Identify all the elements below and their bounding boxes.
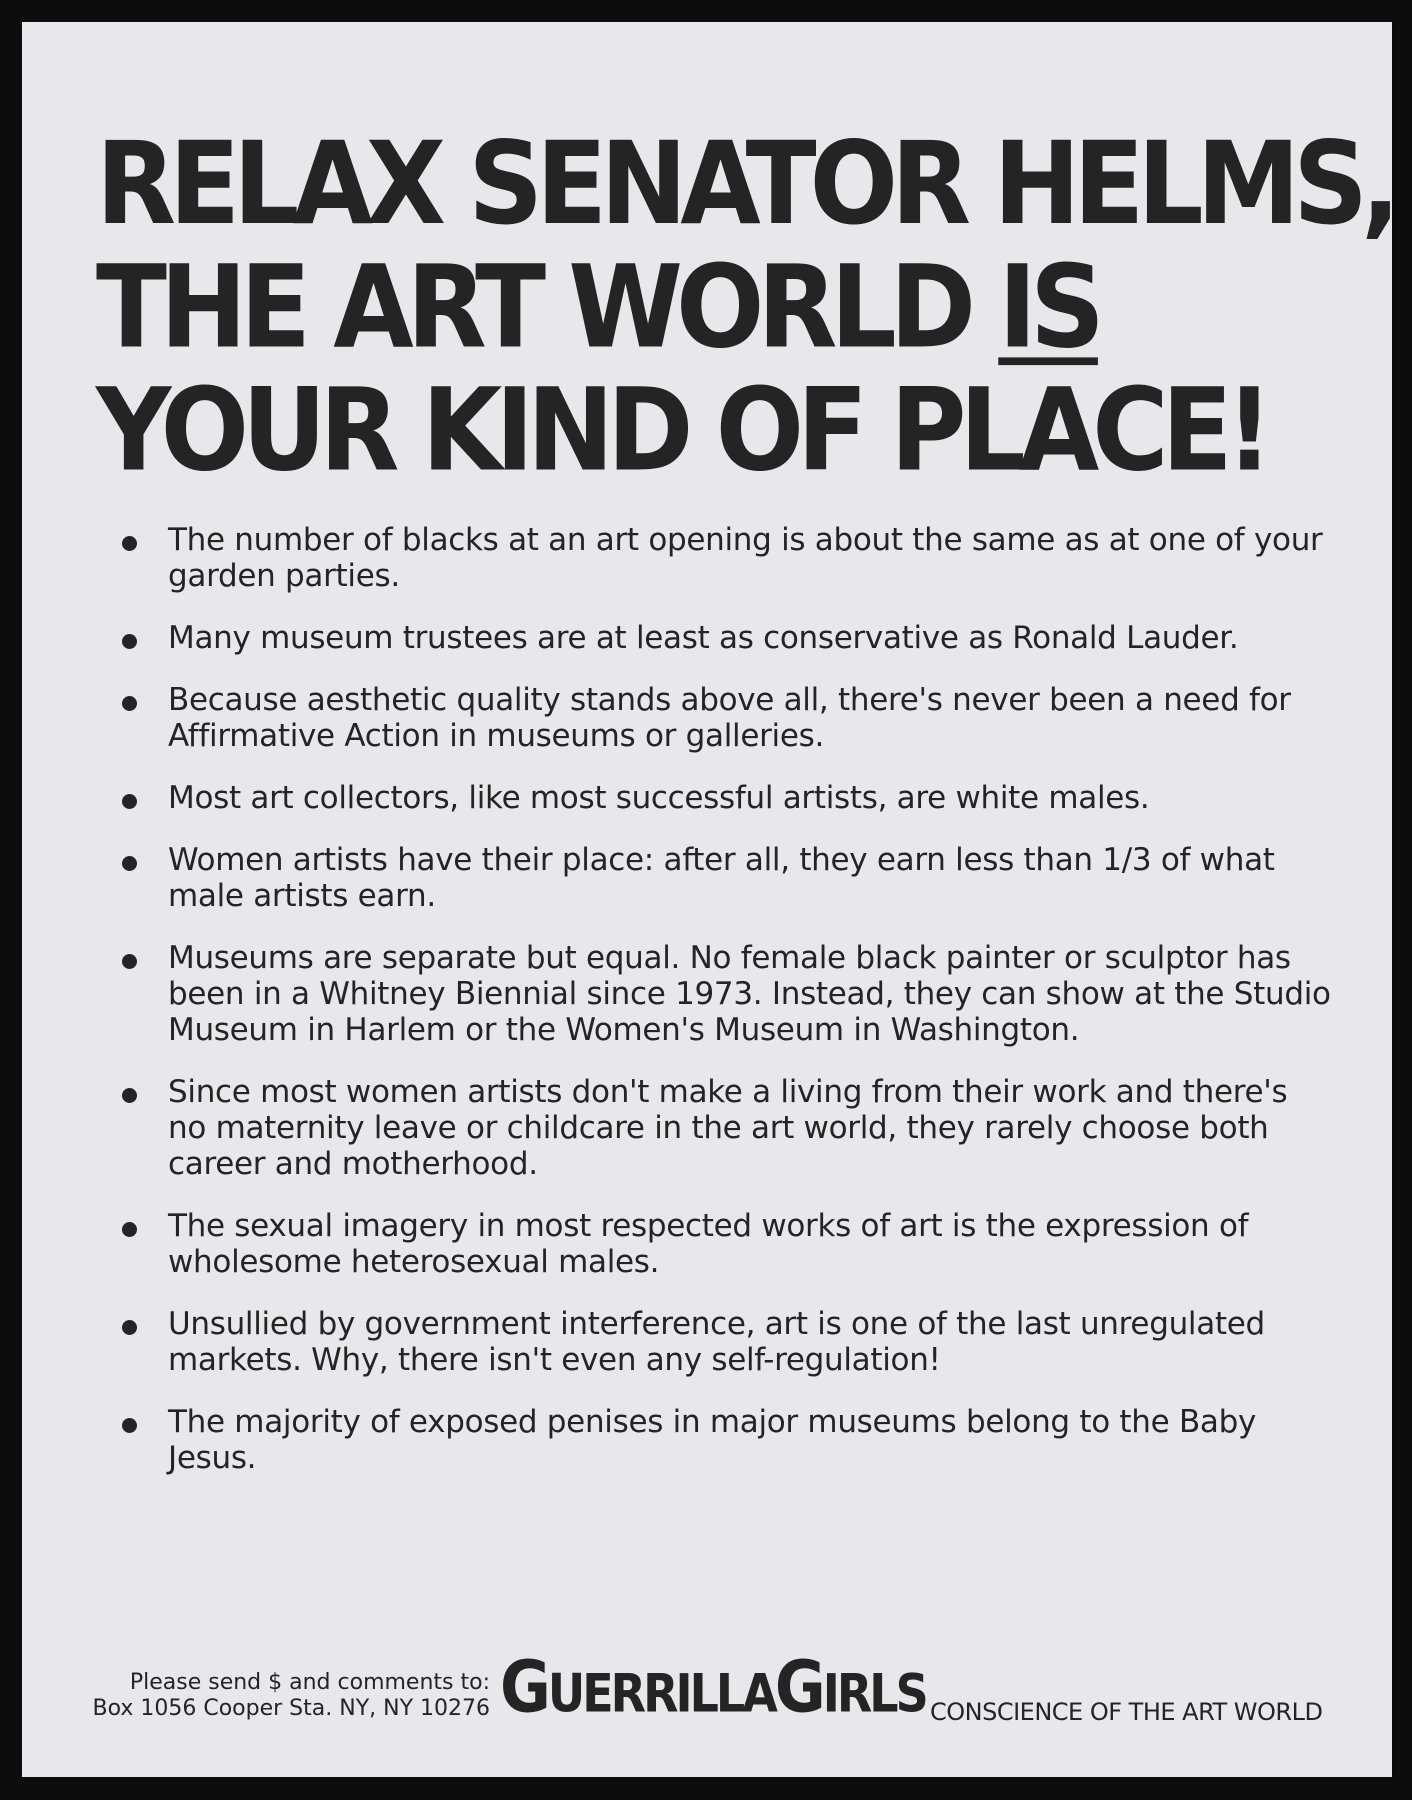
list-item xyxy=(132,620,1332,656)
guerrilla-girls-logo xyxy=(500,1645,926,1729)
list-item xyxy=(132,780,1332,816)
logo-word-irls: IRLS xyxy=(822,1662,926,1725)
bullet-dot-icon xyxy=(122,794,137,809)
bullet-dot-icon xyxy=(122,536,137,551)
list-item xyxy=(132,1074,1332,1182)
list-item xyxy=(132,842,1332,914)
bullet-dot-icon xyxy=(122,856,137,871)
bullet-text: Unsullied by government interference, art is one of the last unregulated markets. Why, there isn't even any self-regulation! xyxy=(168,1306,1265,1378)
bullet-text: Since most women artists don't make a living from their work and there's no maternity leave or childcare in the art world, they rarely choose both career and motherhood. xyxy=(168,1074,1288,1182)
bullet-dot-icon xyxy=(122,954,137,969)
poster-sheet xyxy=(22,22,1392,1777)
list-item xyxy=(132,1208,1332,1280)
bullet-text: Many museum trustees are at least as conservative as Ronald Lauder. xyxy=(168,620,1239,656)
bullet-dot-icon xyxy=(122,1418,137,1433)
bullet-text: The number of blacks at an art opening is about the same as at one of your garden parties. xyxy=(168,522,1323,594)
logo-letter-g2: G xyxy=(774,1645,823,1729)
list-item xyxy=(132,1404,1332,1476)
bullet-dot-icon xyxy=(122,1222,137,1237)
tagline: CONSCIENCE OF THE ART WORLD xyxy=(930,1698,1323,1726)
logo-word-uerrilla: UERRILLA xyxy=(547,1662,775,1725)
bullet-dot-icon xyxy=(122,696,137,711)
list-item xyxy=(132,522,1332,594)
headline-line-1: RELAX SENATOR HELMS, xyxy=(96,116,1394,251)
bullet-dot-icon xyxy=(122,1088,137,1103)
bullet-dot-icon xyxy=(122,1320,137,1335)
list-item xyxy=(132,682,1332,754)
bullet-text: Museums are separate but equal. No female black painter or sculptor has been in a Whitney Biennial since 1973. Instead, they can show at the Studio Museum in Harlem or the Women's Museum in Washington. xyxy=(168,940,1331,1048)
list-item xyxy=(132,1306,1332,1378)
bullet-dot-icon xyxy=(122,634,137,649)
headline-underlined-word: IS xyxy=(998,239,1098,374)
bullet-list xyxy=(132,522,1332,1502)
bullet-text: The sexual imagery in most respected works of art is the expression of wholesome heterosexual males. xyxy=(168,1208,1249,1280)
contact-address: Box 1056 Cooper Sta. NY, NY 10276 xyxy=(92,1696,490,1721)
headline-line-2-text: THE ART WORLD xyxy=(96,239,999,374)
bullet-text: Most art collectors, like most successful artists, are white males. xyxy=(168,780,1150,816)
logo-letter-g: G xyxy=(500,1645,548,1729)
bullet-text: The majority of exposed penises in major museums belong to the Baby Jesus. xyxy=(168,1404,1257,1476)
headline xyxy=(96,116,1394,498)
headline-line-2 xyxy=(96,239,1376,374)
headline-line-3: YOUR KIND OF PLACE! xyxy=(96,362,1267,498)
footer xyxy=(70,1645,1370,1732)
contact-info xyxy=(70,1670,490,1722)
bullet-text: Women artists have their place: after all, they earn less than 1/3 of what male artists earn. xyxy=(168,842,1275,914)
contact-line-1: Please send $ and comments to: xyxy=(129,1670,490,1695)
bullet-text: Because aesthetic quality stands above all, there's never been a need for Affirmative Action in museums or galleries. xyxy=(168,682,1291,754)
list-item xyxy=(132,940,1332,1048)
